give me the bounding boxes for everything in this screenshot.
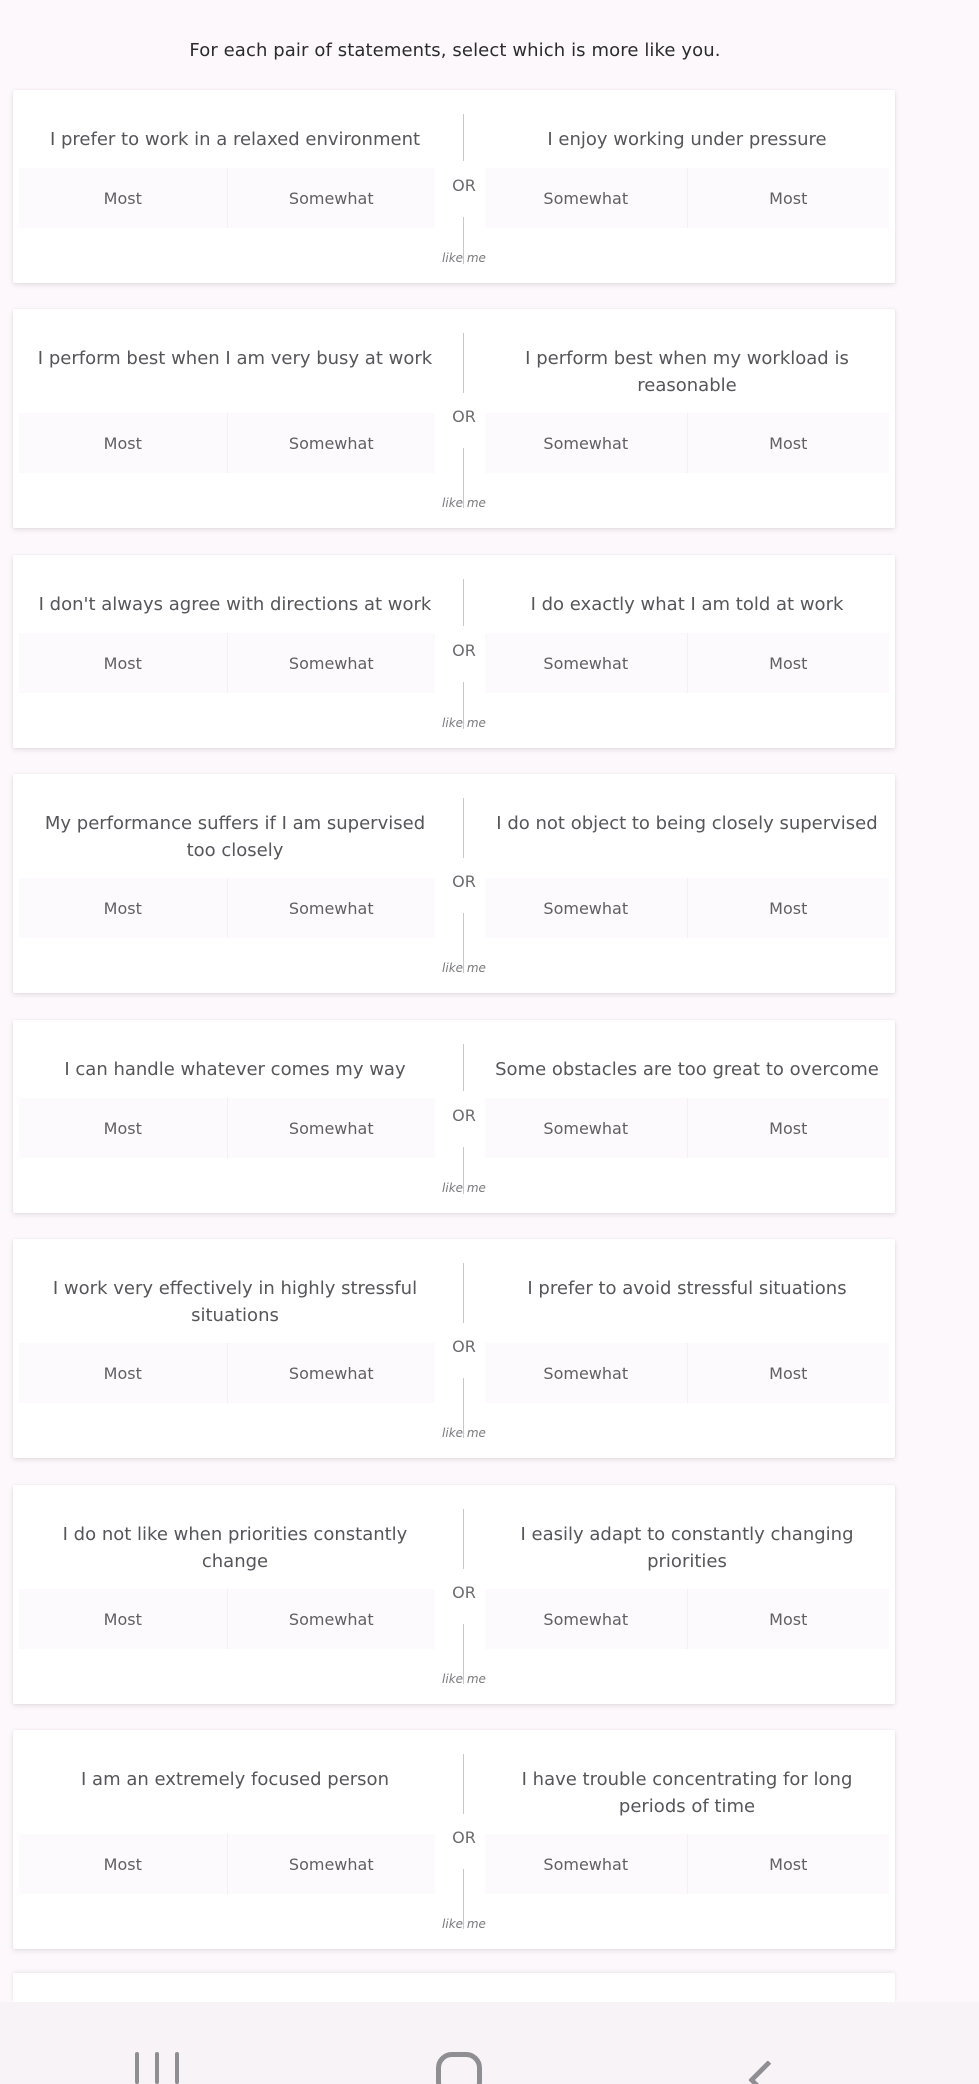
left-statement-text: My performance suffers if I am supervised too closely	[44, 813, 426, 861]
or-divider	[453, 333, 475, 519]
right-somewhat-option[interactable]: Somewhat	[485, 1834, 688, 1894]
statement-pair-card	[13, 309, 895, 528]
statement-pair-card	[13, 774, 895, 993]
right-options-group	[485, 413, 889, 473]
or-label: OR	[452, 1828, 476, 1847]
right-statement-text: I easily adapt to constantly changing priorities	[520, 1524, 854, 1572]
right-somewhat-option[interactable]: Somewhat	[485, 413, 688, 473]
right-options-group	[485, 1343, 889, 1403]
left-somewhat-option[interactable]: Somewhat	[288, 1363, 374, 1383]
left-statement-text: I perform best when I am very busy at work	[37, 348, 433, 369]
left-somewhat-option[interactable]: Somewhat	[288, 653, 374, 673]
divider-line-top	[463, 1263, 464, 1323]
right-statement-section	[475, 555, 895, 748]
left-statement-section	[13, 90, 453, 283]
or-label: OR	[452, 1106, 476, 1125]
right-somewhat-option[interactable]: Somewhat	[485, 633, 688, 693]
like-me-label: like me	[442, 961, 486, 975]
right-statement-section	[475, 774, 895, 993]
or-divider	[453, 798, 475, 984]
left-somewhat-option[interactable]: Somewhat	[288, 433, 374, 453]
left-most-option[interactable]: Most	[19, 633, 228, 693]
left-statement-section	[13, 1020, 453, 1213]
or-divider	[453, 1509, 475, 1695]
statement-pair-card	[13, 555, 895, 748]
or-label: OR	[452, 872, 476, 891]
left-options-group	[19, 878, 435, 938]
right-most-option[interactable]: Most	[769, 653, 808, 673]
left-options-group	[19, 413, 435, 473]
left-most-option[interactable]: Most	[19, 878, 228, 938]
or-label: OR	[452, 1583, 476, 1602]
left-somewhat-option[interactable]: Somewhat	[288, 188, 374, 208]
or-divider	[453, 1044, 475, 1204]
or-divider	[453, 579, 475, 739]
right-options-group	[485, 1834, 889, 1894]
right-most-option[interactable]: Most	[769, 433, 808, 453]
left-options-group	[19, 1589, 435, 1649]
right-statement-section	[475, 1730, 895, 1949]
back-icon[interactable]	[748, 2060, 788, 2084]
right-statement-text: I perform best when my workload is reasonable	[525, 348, 849, 396]
like-me-label: like me	[442, 1672, 486, 1686]
left-somewhat-option[interactable]: Somewhat	[288, 1609, 374, 1629]
left-most-option[interactable]: Most	[19, 168, 228, 228]
statement-pair-card-partial	[13, 1973, 895, 2003]
right-options-group	[485, 1098, 889, 1158]
left-statement-section	[13, 309, 453, 528]
right-statement-section	[475, 309, 895, 528]
right-statement-section	[475, 1020, 895, 1213]
statement-pair-card	[13, 1485, 895, 1704]
like-me-label: like me	[442, 251, 486, 265]
left-statement-text: I do not like when priorities constantly change	[62, 1524, 408, 1572]
statement-pair-card	[13, 1730, 895, 1949]
or-label: OR	[452, 176, 476, 195]
right-somewhat-option[interactable]: Somewhat	[485, 1343, 688, 1403]
left-statement-text: I don't always agree with directions at work	[38, 594, 432, 615]
right-statement-text: I do not object to being closely supervised	[496, 813, 878, 834]
right-somewhat-option[interactable]: Somewhat	[485, 1589, 688, 1649]
statement-pair-card	[13, 1239, 895, 1458]
right-statement-text: I have trouble concentrating for long periods of time	[521, 1769, 853, 1817]
left-options-group	[19, 168, 435, 228]
left-statement-text: I am an extremely focused person	[81, 1769, 389, 1790]
right-statement-section	[475, 90, 895, 283]
left-most-option[interactable]: Most	[19, 1834, 228, 1894]
like-me-label: like me	[442, 1426, 486, 1440]
statement-pair-card	[13, 90, 895, 283]
divider-line-top	[463, 333, 464, 393]
or-divider	[453, 1754, 475, 1940]
divider-line-top	[463, 1044, 464, 1091]
left-most-option[interactable]: Most	[19, 1098, 228, 1158]
android-navigation-bar	[0, 2002, 979, 2084]
divider-line-top	[463, 114, 464, 161]
or-label: OR	[452, 641, 476, 660]
right-most-option[interactable]: Most	[769, 898, 808, 918]
or-label: OR	[452, 407, 476, 426]
left-options-group	[19, 1834, 435, 1894]
right-most-option[interactable]: Most	[769, 1118, 808, 1138]
left-options-group	[19, 1343, 435, 1403]
right-options-group	[485, 1589, 889, 1649]
or-divider	[453, 114, 475, 274]
left-somewhat-option[interactable]: Somewhat	[288, 1854, 374, 1874]
right-statement-text: I enjoy working under pressure	[547, 129, 827, 150]
right-options-group	[485, 168, 889, 228]
statement-pair-card	[13, 1020, 895, 1213]
left-somewhat-option[interactable]: Somewhat	[288, 1118, 374, 1138]
left-statement-section	[13, 774, 453, 993]
left-most-option[interactable]: Most	[19, 1343, 228, 1403]
left-statement-text: I prefer to work in a relaxed environment	[49, 129, 421, 150]
right-somewhat-option[interactable]: Somewhat	[485, 168, 688, 228]
left-somewhat-option[interactable]: Somewhat	[288, 898, 374, 918]
like-me-label: like me	[442, 496, 486, 510]
left-most-option[interactable]: Most	[19, 413, 228, 473]
right-options-group	[485, 878, 889, 938]
or-divider	[453, 1263, 475, 1449]
right-statement-text: I prefer to avoid stressful situations	[527, 1278, 847, 1299]
home-icon[interactable]	[436, 2052, 482, 2084]
divider-line-top	[463, 1754, 464, 1814]
left-statement-text: I work very effectively in highly stressful situations	[52, 1278, 418, 1326]
right-statement-section	[475, 1239, 895, 1458]
right-options-group	[485, 633, 889, 693]
right-most-option[interactable]: Most	[769, 188, 808, 208]
like-me-label: like me	[442, 1917, 486, 1931]
left-options-group	[19, 633, 435, 693]
like-me-label: like me	[442, 716, 486, 730]
left-most-option[interactable]: Most	[19, 1589, 228, 1649]
left-options-group	[19, 1098, 435, 1158]
right-most-option[interactable]: Most	[769, 1609, 808, 1629]
right-statement-section	[475, 1485, 895, 1704]
divider-line-top	[463, 1509, 464, 1569]
left-statement-section	[13, 555, 453, 748]
left-statement-section	[13, 1239, 453, 1458]
right-somewhat-option[interactable]: Somewhat	[485, 1098, 688, 1158]
instructions-text: For each pair of statements, select which is more like you.	[189, 40, 721, 61]
left-statement-section	[13, 1485, 453, 1704]
right-statement-text: Some obstacles are too great to overcome	[495, 1059, 879, 1080]
or-label: OR	[452, 1337, 476, 1356]
right-statement-text: I do exactly what I am told at work	[530, 594, 844, 615]
recent-apps-icon[interactable]	[135, 2052, 179, 2084]
divider-line-top	[463, 579, 464, 626]
right-somewhat-option[interactable]: Somewhat	[485, 878, 688, 938]
right-most-option[interactable]: Most	[769, 1854, 808, 1874]
divider-line-top	[463, 798, 464, 858]
left-statement-section	[13, 1730, 453, 1949]
right-most-option[interactable]: Most	[769, 1363, 808, 1383]
like-me-label: like me	[442, 1181, 486, 1195]
left-statement-text: I can handle whatever comes my way	[64, 1059, 406, 1080]
